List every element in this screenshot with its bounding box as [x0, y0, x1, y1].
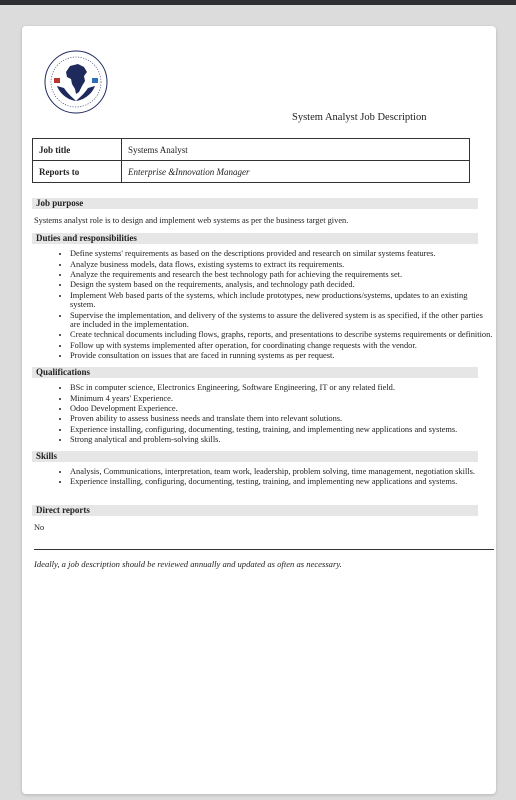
- qualifications-list: [34, 383, 494, 444]
- list-item: • Analyze the requirements and research the best technology path for achieving the requirements set.: [70, 270, 494, 279]
- list-item: • Strong analytical and problem-solving skills.: [70, 435, 494, 444]
- list-item: • Implement Web based parts of the systems, which include prototypes, new productions/systems, updates to an existing system.: [70, 291, 494, 310]
- list-item: • Provide consultation on issues that are faced in running systems as per request.: [70, 351, 494, 360]
- list-item: • Minimum 4 years' Experience.: [70, 394, 494, 403]
- skills-list: [34, 467, 494, 487]
- list-item: • Supervise the implementation, and delivery of the systems to assure the delivered system is as specified, if the other parties are included in the implementation.: [70, 311, 494, 330]
- list-item: • Odoo Development Experience.: [70, 404, 494, 413]
- list-item: • BSc in computer science, Electronics Engineering, Software Engineering, IT or any related field.: [70, 383, 494, 392]
- table-row: [33, 139, 470, 161]
- document-page: [22, 26, 496, 794]
- document-body: [34, 198, 494, 569]
- list-item: • Experience installing, configuring, documenting, testing, training, and implementing new applications and systems.: [70, 425, 494, 434]
- reports-to-value: Enterprise &Innovation Manager: [122, 161, 470, 183]
- document-title: System Analyst Job Description: [292, 112, 427, 123]
- job-title-value: Systems Analyst: [122, 139, 470, 161]
- reports-to-label: Reports to: [33, 161, 122, 183]
- list-item: • Create technical documents including flows, graphs, reports, and presentations to describe systems requirements or definition.: [70, 330, 494, 339]
- list-item: • Design the system based on the requirements, analysis, and technology path decided.: [70, 280, 494, 289]
- section-heading-duties: Duties and responsibilities: [32, 233, 478, 244]
- duties-list: [34, 249, 494, 360]
- top-bar: [0, 0, 516, 5]
- list-item: • Experience installing, configuring, documenting, testing, training, and implementing new applications and systems.: [70, 477, 494, 486]
- organization-logo-icon: [42, 48, 110, 116]
- list-item: • Analysis, Communications, interpretation, team work, leadership, problem solving, time management, negotiation skills.: [70, 467, 494, 476]
- section-heading-skills: Skills: [32, 451, 478, 462]
- section-heading-qualifications: Qualifications: [32, 367, 478, 378]
- list-item: • Analyze business models, data flows, existing systems to extract its requirements.: [70, 260, 494, 269]
- footer-note: Ideally, a job description should be reviewed annually and updated as often as necessary.: [34, 558, 342, 569]
- section-heading-direct-reports: Direct reports: [32, 505, 478, 516]
- table-row: [33, 161, 470, 183]
- list-item: • Follow up with systems implemented after operation, for coordinating change requests with the vendor.: [70, 341, 494, 350]
- section-heading-job-purpose: Job purpose: [32, 198, 478, 209]
- divider: [34, 549, 494, 550]
- job-title-label: Job title: [33, 139, 122, 161]
- job-purpose-text: Systems analyst role is to design and implement web systems as per the business target given.: [34, 216, 349, 226]
- list-item: • Define systems' requirements as based on the descriptions provided and research on similar systems features.: [70, 249, 494, 258]
- job-info-table: [32, 138, 470, 183]
- list-item: • Proven ability to assess business needs and translate them into relevant solutions.: [70, 414, 494, 423]
- direct-reports-value: No: [34, 523, 45, 533]
